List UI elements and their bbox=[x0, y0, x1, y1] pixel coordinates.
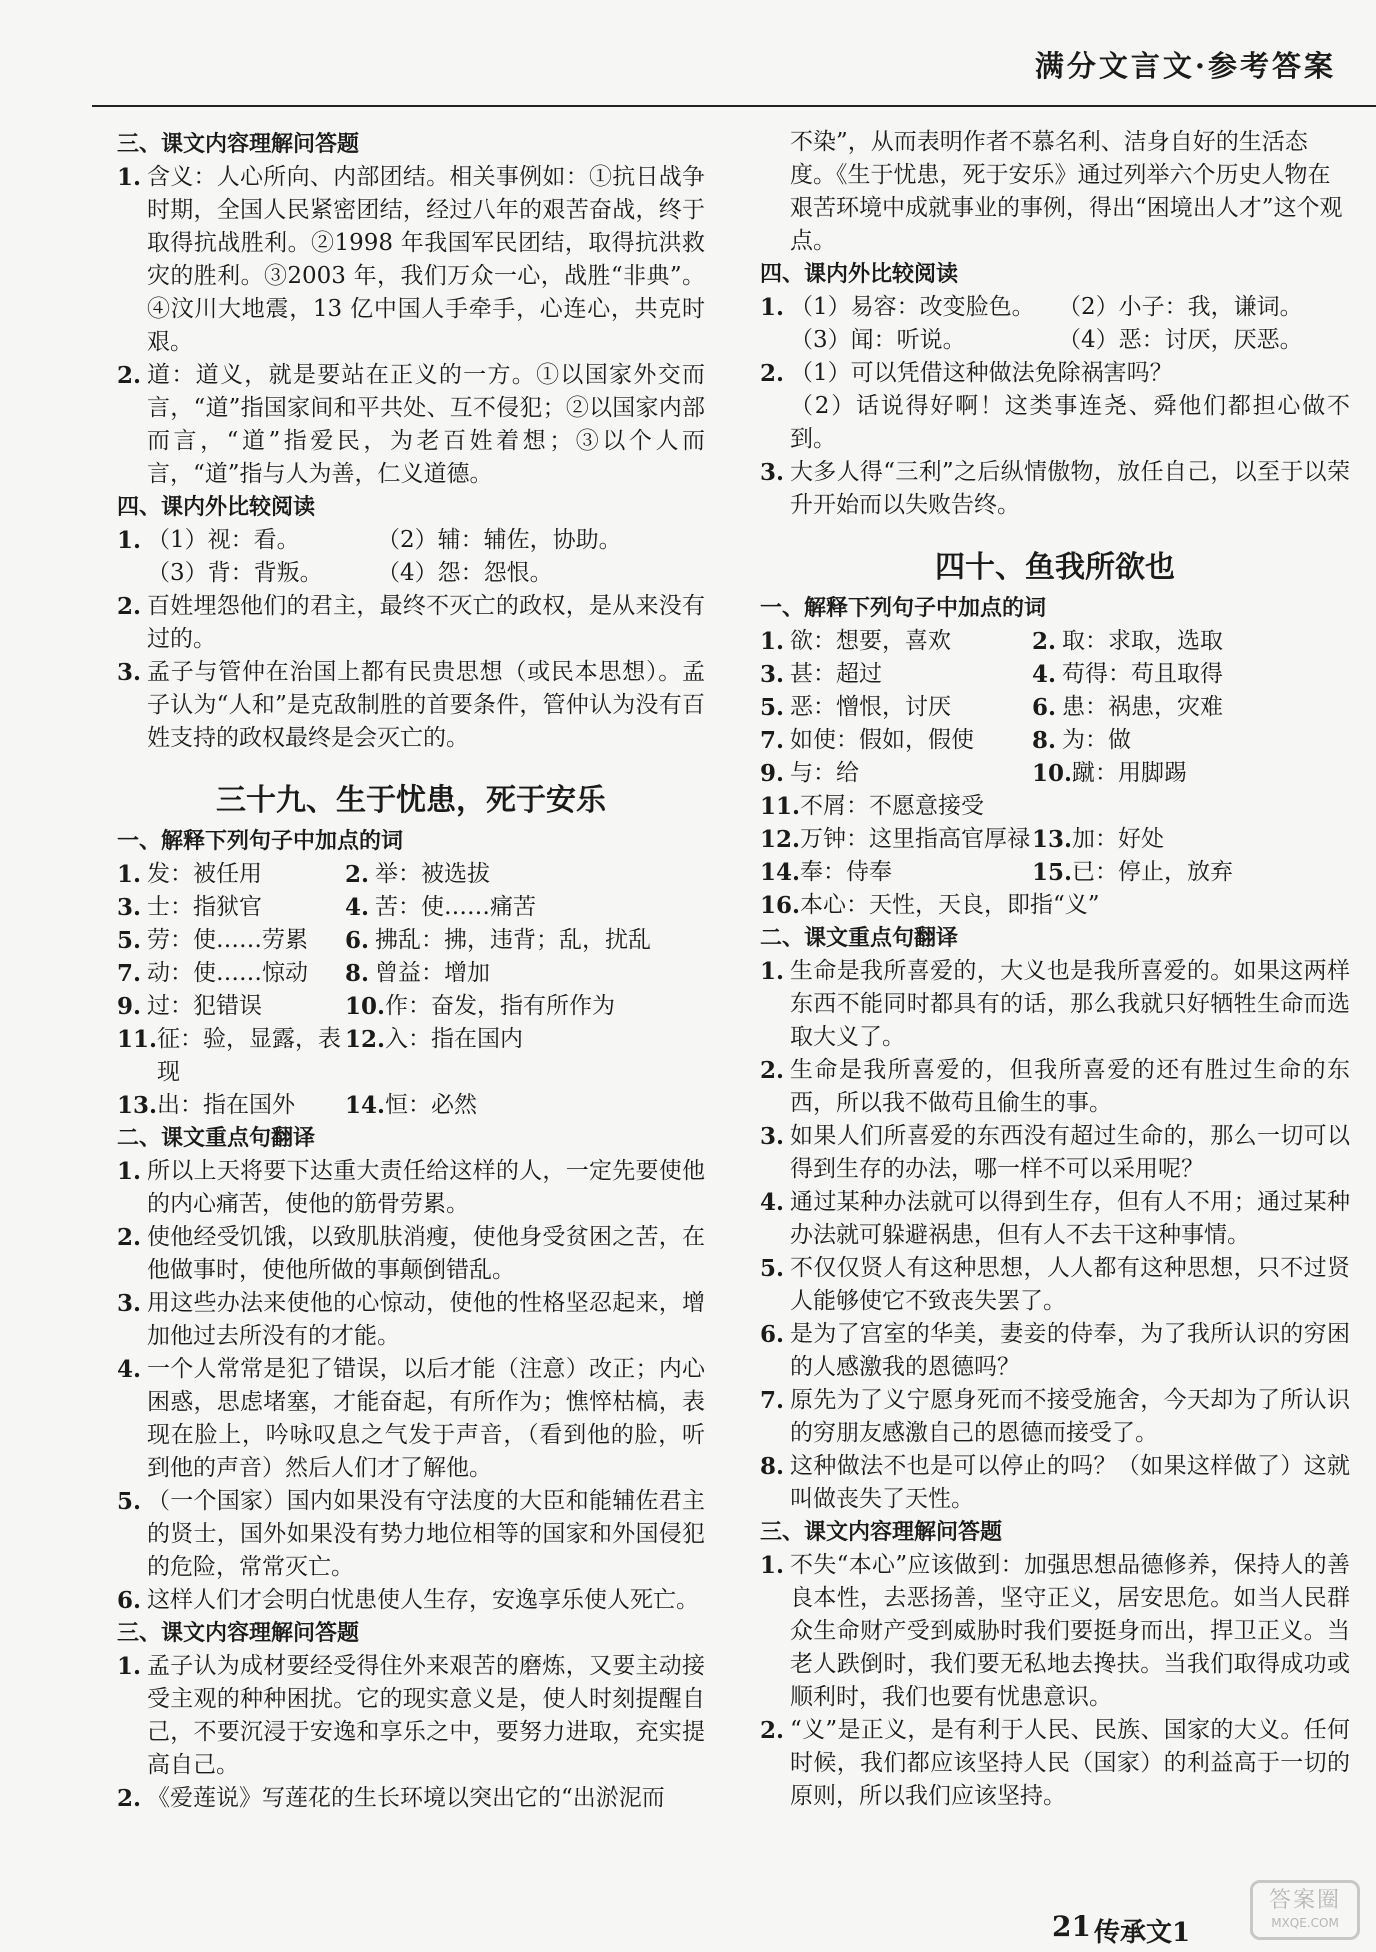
word-gloss: 作：奋发，指有所作为 bbox=[385, 993, 615, 1019]
answer-item bbox=[760, 291, 1350, 357]
item-number: 14. bbox=[345, 1092, 386, 1119]
item-text: “义”是正义，是有利于人民、民族、国家的大义。任何时候，我们都应该坚持人民（国家）的利益高于一切的原则，所以我们应该坚持。 bbox=[790, 1717, 1350, 1809]
word-gloss: 取：求取，选取 bbox=[1062, 628, 1223, 654]
item-number: 5. bbox=[117, 927, 142, 954]
word-gloss: 欲：想要，喜欢 bbox=[790, 628, 951, 654]
sub-answer: （4）怨：怨恨。 bbox=[377, 560, 553, 586]
word-gloss: 本心：天性，天良，即指“义” bbox=[800, 892, 1100, 918]
word-gloss: 与：给 bbox=[790, 760, 859, 786]
translation-item bbox=[117, 1287, 705, 1353]
translation-item bbox=[760, 1450, 1350, 1516]
answer-item bbox=[117, 359, 705, 491]
item-number: 1. bbox=[760, 1552, 785, 1579]
item-number: 8. bbox=[345, 960, 370, 987]
item-number: 6. bbox=[760, 1321, 785, 1348]
sub-answer: （3）闻：听说。 bbox=[790, 327, 966, 353]
word-list bbox=[760, 823, 1350, 889]
item-number: 4. bbox=[345, 894, 370, 921]
word-gloss: 恶：憎恨，讨厌 bbox=[790, 694, 951, 720]
item-text: 如果人们所喜爱的东西没有超过生命的，那么一切可以得到生存的办法，哪一样不可以采用呢？ bbox=[790, 1123, 1350, 1182]
sub-answer: （2）话说得好啊！这类事连尧、舜他们都担心做不到。 bbox=[790, 393, 1350, 452]
item-number: 1. bbox=[117, 1653, 142, 1680]
word-gloss: 过：犯错误 bbox=[147, 993, 262, 1019]
item-text: 使他经受饥饿，以致肌肤消瘦，使他身受贫困之苦，在他做事时，使他所做的事颠倒错乱。 bbox=[147, 1224, 705, 1283]
section-heading: 四、课内外比较阅读 bbox=[760, 261, 959, 287]
section-heading: 三、课文内容理解问答题 bbox=[117, 131, 360, 157]
item-number: 2. bbox=[760, 1717, 785, 1744]
continued-text: 不染”，从而表明作者不慕名利、洁身自好的生活态度。《生于忧患，死于安乐》通过列举六个历史人物在艰苦环境中成就事业的事例，得出“困境出人才”这个观点。 bbox=[790, 129, 1343, 254]
item-number: 2. bbox=[117, 362, 142, 389]
word-gloss: 苟得：苟且取得 bbox=[1062, 661, 1223, 687]
word-gloss: 蹴：用脚踢 bbox=[1072, 760, 1187, 786]
word-gloss: 动：使……惊动 bbox=[147, 960, 308, 986]
translation-item bbox=[117, 1353, 705, 1485]
item-number: 4. bbox=[117, 1356, 142, 1383]
item-number: 2. bbox=[345, 861, 370, 888]
item-number: 12. bbox=[760, 826, 801, 853]
item-number: 7. bbox=[117, 960, 142, 987]
item-number: 1. bbox=[117, 861, 142, 888]
item-number: 8. bbox=[760, 1453, 785, 1480]
item-text: 孟子与管仲在治国上都有民贵思想（或民本思想）。孟子认为“人和”是克敌制胜的首要条件，管仲认为没有百姓支持的政权最终是会灭亡的。 bbox=[147, 659, 705, 751]
item-text: 所以上天将要下达重大责任给这样的人，一定先要使他的内心痛苦，使他的筋骨劳累。 bbox=[147, 1158, 705, 1217]
word-gloss: 甚：超过 bbox=[790, 661, 882, 687]
item-number: 6. bbox=[345, 927, 370, 954]
item-number: 11. bbox=[760, 793, 801, 820]
sub-answer: （2）小子：我，谦词。 bbox=[1058, 294, 1303, 320]
item-number: 14. bbox=[760, 859, 801, 886]
item-text: 是为了宫室的华美，妻妾的侍奉，为了我所认识的穷困的人感激我的恩德吗？ bbox=[790, 1321, 1350, 1380]
item-number: 2. bbox=[117, 1224, 142, 1251]
item-number: 1. bbox=[117, 164, 142, 191]
item-number: 1. bbox=[117, 1158, 142, 1185]
item-text: 道：道义，就是要站在正义的一方。①以国家外交而言，“道”指国家间和平共处、互不侵犯；②以国家内部而言，“道”指爱民，为老百姓着想；③以个人而言，“道”指与人为善，仁义道德。 bbox=[147, 362, 705, 487]
item-number: 2. bbox=[117, 1785, 142, 1812]
item-number: 5. bbox=[760, 694, 785, 721]
word-list bbox=[760, 625, 1350, 790]
item-text: 这样人们才会明白忧患使人生存，安逸享乐使人死亡。 bbox=[147, 1587, 699, 1613]
watermark-logo-text: 答案圈 bbox=[1268, 1888, 1341, 1913]
item-number: 1. bbox=[760, 628, 785, 655]
chapter-title: 四十、鱼我所欲也 bbox=[935, 550, 1175, 585]
sub-answer: （4）恶：讨厌，厌恶。 bbox=[1058, 327, 1303, 353]
word-gloss: 拂乱：拂，违背；乱，扰乱 bbox=[375, 927, 651, 953]
right-column bbox=[760, 126, 1350, 1813]
item-number: 9. bbox=[117, 993, 142, 1020]
item-number: 16. bbox=[760, 892, 801, 919]
translation-item bbox=[117, 1221, 705, 1287]
item-text: 原先为了义宁愿身死而不接受施舍，今天却为了所认识的穷朋友感激自己的恩德而接受了。 bbox=[790, 1387, 1350, 1446]
answer-item bbox=[117, 656, 705, 755]
word-gloss: 入：指在国内 bbox=[385, 1026, 523, 1052]
sub-answer: （1）易容：改变脸色。 bbox=[790, 294, 1035, 320]
item-text: 通过某种办法就可以得到生存，但有人不用；通过某种办法就可躲避祸患，但有人不去干这种事情。 bbox=[790, 1189, 1350, 1248]
word-gloss: 万钟：这里指高官厚禄 bbox=[800, 826, 1030, 852]
section-heading: 二、课文重点句翻译 bbox=[760, 925, 959, 951]
word-item bbox=[760, 889, 1350, 922]
item-text: 大多人得“三利”之后纵情傲物，放任自己，以至于以荣升开始而以失败告终。 bbox=[790, 459, 1350, 518]
item-number: 10. bbox=[1032, 760, 1073, 787]
word-gloss: 患：祸患，灾难 bbox=[1062, 694, 1223, 720]
header-rule bbox=[92, 105, 1376, 107]
translation-item bbox=[760, 1252, 1350, 1318]
watermark-url: MXQE.COM bbox=[1271, 1916, 1339, 1930]
section-heading: 四、课内外比较阅读 bbox=[117, 494, 316, 520]
item-number: 6. bbox=[117, 1587, 142, 1614]
word-gloss: 不屑：不愿意接受 bbox=[800, 793, 984, 819]
section-heading: 一、解释下列句子中加点的词 bbox=[117, 828, 404, 854]
item-number: 8. bbox=[1032, 727, 1057, 754]
item-text: 含义：人心所向、内部团结。相关事例如：①抗日战争时期，全国人民紧密团结，经过八年的艰苦奋战，终于取得抗战胜利。②1998 年我国军民团结，取得抗洪救灾的胜利。③2003 年，我们万众一心，战胜“非典”。④汶川大地震，13 亿中国人手牵手，心连心，共克时艰。 bbox=[147, 164, 705, 355]
translation-item bbox=[760, 1120, 1350, 1186]
footer-brand: 传承文1 bbox=[1094, 1918, 1191, 1948]
item-number: 4. bbox=[1032, 661, 1057, 688]
word-gloss: 为：做 bbox=[1062, 727, 1131, 753]
answer-item bbox=[117, 1650, 705, 1782]
sub-answer: （1）可以凭借这种做法免除祸害吗？ bbox=[790, 360, 1173, 386]
item-number: 11. bbox=[117, 1026, 158, 1053]
item-text: 不仅仅贤人有这种思想，人人都有这种思想，只不过贤人能够使它不致丧失罢了。 bbox=[790, 1255, 1350, 1314]
item-number: 6. bbox=[1032, 694, 1057, 721]
sub-answer: （3）背：背叛。 bbox=[147, 560, 323, 586]
answer-item bbox=[760, 1549, 1350, 1714]
item-text: 一个人常常是犯了错误，以后才能（注意）改正；内心困惑，思虑堵塞，才能奋起，有所作为；憔悴枯槁，表现在脸上，吟咏叹息之气发于声音，（看到他的脸，听到他的声音）然后人们才了解他。 bbox=[147, 1356, 705, 1481]
word-item bbox=[760, 790, 1350, 823]
translation-item bbox=[760, 1054, 1350, 1120]
word-list bbox=[117, 858, 705, 1122]
item-number: 3. bbox=[760, 661, 785, 688]
page-number: 21 bbox=[1052, 1910, 1091, 1943]
chapter-title: 三十九、生于忧患，死于安乐 bbox=[216, 783, 606, 818]
item-number: 10. bbox=[345, 993, 386, 1020]
word-gloss: 士：指狱官 bbox=[147, 894, 262, 920]
item-number: 3. bbox=[117, 894, 142, 921]
item-number: 1. bbox=[760, 958, 785, 985]
item-number: 2. bbox=[760, 1057, 785, 1084]
sub-answer: （2）辅：辅佐，协助。 bbox=[377, 527, 622, 553]
word-gloss: 发：被任用 bbox=[147, 861, 262, 887]
word-gloss: 征：验，显露，表现 bbox=[157, 1026, 341, 1085]
item-text: 百姓埋怨他们的君主，最终不灭亡的政权，是从来没有过的。 bbox=[147, 593, 705, 652]
item-text: 这种做法不也是可以停止的吗？（如果这样做了）这就叫做丧失了天性。 bbox=[790, 1453, 1350, 1512]
word-gloss: 加：好处 bbox=[1072, 826, 1164, 852]
item-number: 3. bbox=[117, 1290, 142, 1317]
item-number: 3. bbox=[760, 459, 785, 486]
word-gloss: 举：被选拔 bbox=[375, 861, 490, 887]
item-number: 7. bbox=[760, 727, 785, 754]
translation-item bbox=[760, 955, 1350, 1054]
item-text: 《爱莲说》写莲花的生长环境以突出它的“出淤泥而 bbox=[147, 1785, 665, 1811]
answer-item bbox=[760, 1714, 1350, 1813]
section-heading: 二、课文重点句翻译 bbox=[117, 1125, 316, 1151]
watermark-logo bbox=[1250, 1880, 1360, 1940]
section-heading: 三、课文内容理解问答题 bbox=[117, 1620, 360, 1646]
word-gloss: 奉：侍奉 bbox=[800, 859, 892, 885]
answer-item bbox=[117, 524, 705, 590]
item-text: 不失“本心”应该做到：加强思想品德修养，保持人的善良本性，去恶扬善，坚守正义，居安思危。如当人民群众生命财产受到威胁时我们要挺身而出，捍卫正义。当老人跌倒时，我们要无私地去搀扶。当我们取得成功或顺利时，我们也要有忧患意识。 bbox=[790, 1552, 1350, 1710]
translation-item bbox=[117, 1155, 705, 1221]
answer-item bbox=[760, 456, 1350, 522]
answer-item bbox=[117, 590, 705, 656]
word-gloss: 劳：使……劳累 bbox=[147, 927, 308, 953]
word-gloss: 出：指在国外 bbox=[157, 1092, 295, 1118]
item-number: 3. bbox=[117, 659, 142, 686]
translation-item bbox=[760, 1186, 1350, 1252]
item-number: 1. bbox=[760, 294, 785, 321]
item-number: 5. bbox=[760, 1255, 785, 1282]
word-gloss: 已：停止，放弃 bbox=[1072, 859, 1233, 885]
answer-item bbox=[117, 161, 705, 359]
item-number: 3. bbox=[760, 1123, 785, 1150]
translation-item bbox=[117, 1485, 705, 1584]
item-number: 2. bbox=[760, 360, 785, 387]
translation-item bbox=[117, 1584, 705, 1617]
sub-answer: （1）视：看。 bbox=[147, 527, 300, 553]
word-gloss: 曾益：增加 bbox=[375, 960, 490, 986]
left-column bbox=[117, 128, 705, 1815]
item-number: 2. bbox=[117, 593, 142, 620]
item-number: 13. bbox=[1032, 826, 1073, 853]
item-text: 孟子认为成材要经受得住外来艰苦的磨炼，又要主动接受主观的种种困扰。它的现实意义是，使人时刻提醒自己，不要沉浸于安逸和享乐之中，要努力进取，充实提高自己。 bbox=[147, 1653, 705, 1778]
item-number: 15. bbox=[1032, 859, 1073, 886]
section-heading: 一、解释下列句子中加点的词 bbox=[760, 595, 1047, 621]
word-gloss: 苦：使……痛苦 bbox=[375, 894, 536, 920]
item-number: 2. bbox=[1032, 628, 1057, 655]
word-gloss: 如使：假如，假使 bbox=[790, 727, 974, 753]
item-text: （一个国家）国内如果没有守法度的大臣和能辅佐君主的贤士，国外如果没有势力地位相等的国家和外国侵犯的危险，常常灭亡。 bbox=[147, 1488, 705, 1580]
item-number: 13. bbox=[117, 1092, 158, 1119]
section-heading: 三、课文内容理解问答题 bbox=[760, 1519, 1003, 1545]
translation-item bbox=[760, 1318, 1350, 1384]
item-text: 生命是我所喜爱的，大义也是我所喜爱的。如果这两样东西不能同时都具有的话，那么我就只好牺牲生命而选取大义了。 bbox=[790, 958, 1350, 1050]
answer-item bbox=[117, 1782, 705, 1815]
answer-item bbox=[760, 357, 1350, 456]
item-number: 5. bbox=[117, 1488, 142, 1515]
item-text: 用这些办法来使他的心惊动，使他的性格坚忍起来，增加他过去所没有的才能。 bbox=[147, 1290, 705, 1349]
running-header: 满分文言文·参考答案 bbox=[1034, 49, 1336, 83]
item-number: 7. bbox=[760, 1387, 785, 1414]
item-number: 12. bbox=[345, 1026, 386, 1053]
item-number: 1. bbox=[117, 527, 142, 554]
word-gloss: 恒：必然 bbox=[385, 1092, 477, 1118]
item-number: 9. bbox=[760, 760, 785, 787]
item-number: 4. bbox=[760, 1189, 785, 1216]
item-text: 生命是我所喜爱的，但我所喜爱的还有胜过生命的东西，所以我不做苟且偷生的事。 bbox=[790, 1057, 1350, 1116]
translation-item bbox=[760, 1384, 1350, 1450]
